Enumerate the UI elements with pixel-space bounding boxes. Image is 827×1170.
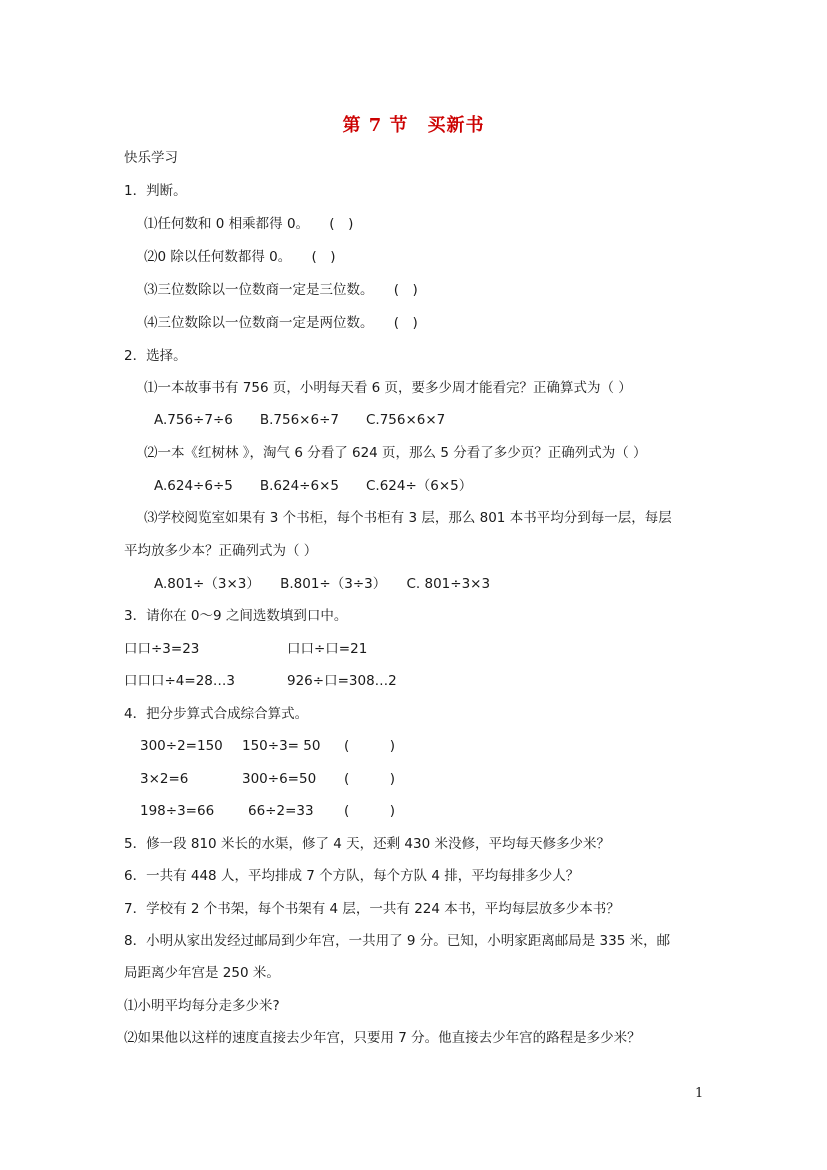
q1-item-1: ⑴任何数和 0 相乘都得 0。 ( ) [144, 216, 354, 232]
q2-heading: 2．选择。 [124, 348, 187, 364]
page-title: 第 7 节 买新书 [342, 115, 485, 136]
q2-item-3: ⑶学校阅览室如果有 3 个书柜，每个书柜有 3 层，那么 801 本书平均分到每一层，每层 [144, 510, 672, 526]
q2-item-3-cont: 平均放多少本？正确列式为（ ） [124, 543, 318, 559]
q4-row2-blank: ( ) [344, 771, 396, 787]
q1-heading: 1．判断。 [124, 183, 187, 199]
q8-sub2: ⑵如果他以这样的速度直接去少年宫，只要用 7 分。他直接去少年宫的路程是多少米？ [124, 1030, 641, 1046]
q2-item-2: ⑵一本《红树林 》，淘气 6 分看了 624 页，那么 5 分看了多少页？正确列式为（ ） [144, 445, 647, 461]
q1-item-3: ⑶三位数除以一位数商一定是三位数。 ( ) [144, 282, 418, 298]
q4-heading: 4．把分步算式合成综合算式。 [124, 706, 309, 722]
page-number: 1 [695, 1086, 704, 1101]
q2-item-1-options: A.756÷7÷6 B.756×6÷7 C.756×6×7 [154, 412, 446, 428]
q3-row1-left: 口口÷3=23 [124, 641, 200, 657]
section-label: 快乐学习 [124, 150, 178, 166]
q3-heading: 3．请你在 0～9 之间选数填到口中。 [124, 608, 348, 624]
q4-row3-blank: ( ) [344, 803, 396, 819]
q3-row1-right: 口口÷口=21 [287, 641, 368, 657]
q8-line2: 局距离少年宫是 250 米。 [124, 965, 280, 981]
q4-row1-b: 150÷3= 50 [242, 738, 321, 754]
q4-row1-blank: ( ) [344, 738, 396, 754]
q2-item-1: ⑴一本故事书有 756 页，小明每天看 6 页，要多少周才能看完？正确算式为（ ） [144, 380, 632, 396]
q4-row3-b: 66÷2=33 [248, 803, 314, 819]
q4-row2-b: 300÷6=50 [242, 771, 317, 787]
q4-row2-a: 3×2=6 [140, 771, 189, 787]
q1-item-4: ⑷三位数除以一位数商一定是两位数。 ( ) [144, 315, 418, 331]
q3-row2-left: 口口口÷4=28…3 [124, 673, 235, 689]
q2-item-3-options: A.801÷（3×3） B.801÷（3÷3） C. 801÷3×3 [154, 576, 491, 592]
q8-line1: 8．小明从家出发经过邮局到少年宫，一共用了 9 分。已知，小明家距离邮局是 335 米，邮 [124, 933, 671, 949]
q4-row3-a: 198÷3=66 [140, 803, 215, 819]
q6-text: 6．一共有 448 人，平均排成 7 个方队，每个方队 4 排，平均每排多少人？ [124, 868, 580, 884]
q1-item-2: ⑵0 除以任何数都得 0。 ( ) [144, 249, 336, 265]
q4-row1-a: 300÷2=150 [140, 738, 223, 754]
q2-item-2-options: A.624÷6÷5 B.624÷6×5 C.624÷（6×5） [154, 478, 473, 494]
q5-text: 5．修一段 810 米长的水渠，修了 4 天，还剩 430 米没修，平均每天修多少米？ [124, 836, 610, 852]
q7-text: 7．学校有 2 个书架，每个书架有 4 层，一共有 224 本书，平均每层放多少本书？ [124, 901, 620, 917]
q8-sub1: ⑴小明平均每分走多少米? [124, 998, 280, 1014]
q3-row2-right: 926÷口=308…2 [287, 673, 397, 689]
